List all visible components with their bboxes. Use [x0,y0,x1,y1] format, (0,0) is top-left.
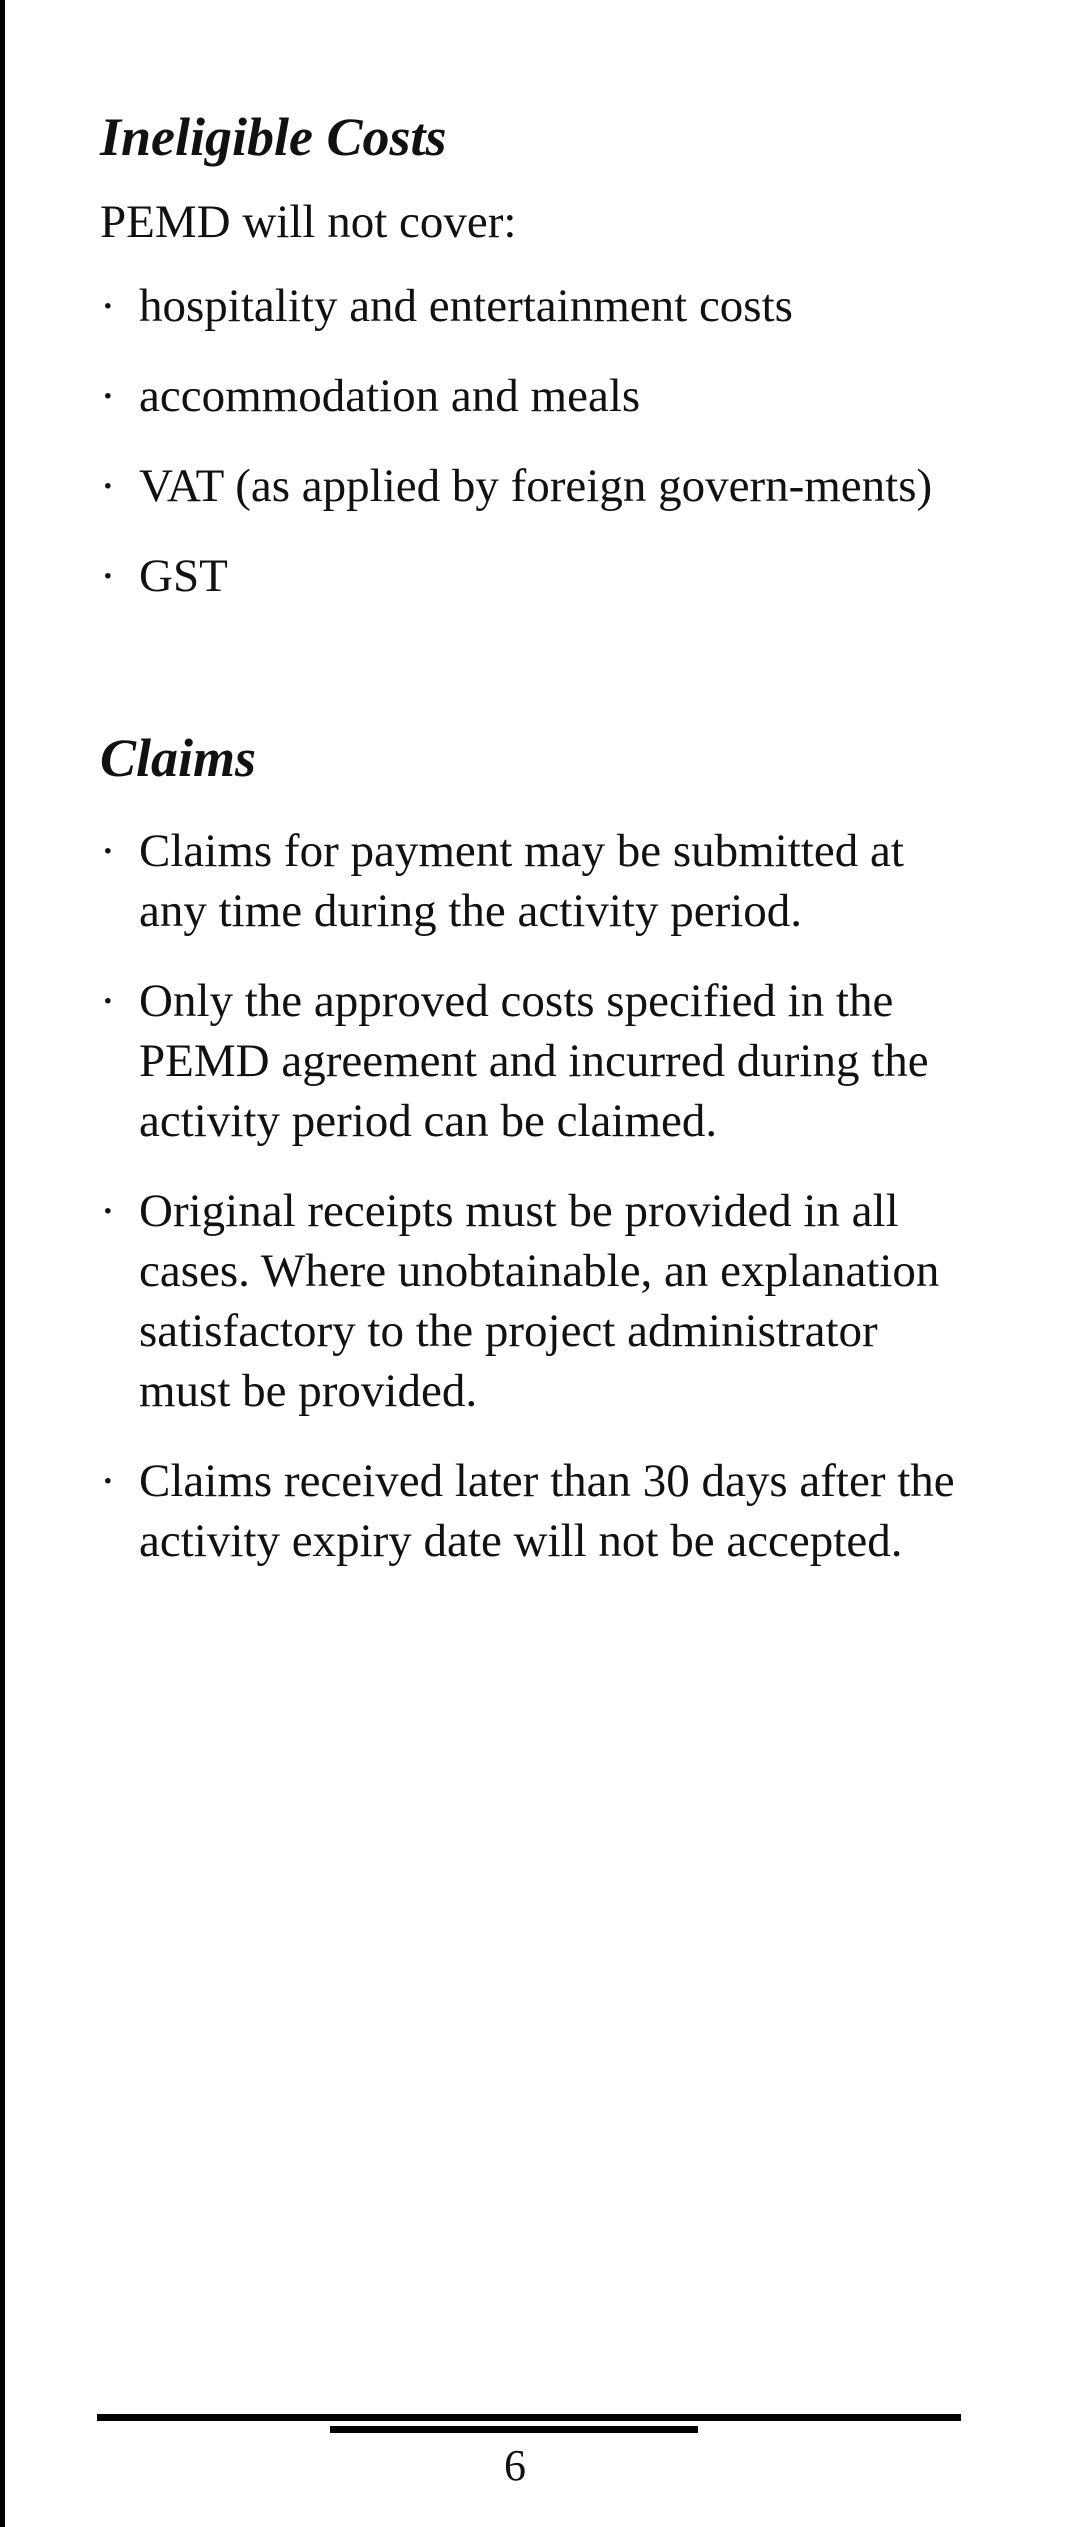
bullet-icon: · [100,1184,116,1237]
list-item [100,366,980,426]
ineligible-costs-section [100,105,980,606]
list-item-text: Only the approved costs specified in the PEMD agreement and incurred during the activity period can be claimed. [139,974,929,1147]
list-item-text: accommodation and meals [139,369,641,422]
bullet-icon: · [100,369,116,422]
list-item-text: Claims received later than 30 days after the activity expiry date will not be accepted. [139,1454,955,1567]
list-item [100,1451,980,1571]
footer-rule-short [330,2426,698,2433]
bullet-icon: · [100,974,116,1027]
section-spacer [100,636,980,726]
list-item [100,1181,980,1421]
page-left-edge [0,0,5,2527]
bullet-icon: · [100,549,116,602]
list-item [100,276,980,336]
bullet-icon: · [100,279,116,332]
ineligible-costs-heading: Ineligible Costs [100,107,447,167]
claims-list [100,821,980,1571]
page-number: 6 [504,2441,526,2490]
list-item [100,971,980,1151]
bullet-icon: · [100,824,116,877]
bullet-icon: · [100,459,116,512]
list-item [100,821,980,941]
list-item-text: hospitality and entertainment costs [139,279,793,332]
list-item-text: Claims for payment may be submitted at any time during the activity period. [139,824,904,937]
page-content [100,105,980,1601]
bullet-icon: · [100,1454,116,1507]
ineligible-costs-intro: PEMD will not cover: [100,195,517,248]
list-item-text: VAT (as applied by foreign govern-ments) [139,459,933,512]
ineligible-costs-list [100,276,980,606]
footer-rule [97,2414,961,2421]
list-item [100,456,980,516]
claims-section [100,726,980,1571]
list-item [100,546,980,606]
list-item-text: Original receipts must be provided in all cases. Where unobtainable, an explanation satisfactory to the project administrator must be provided. [139,1184,940,1417]
claims-heading: Claims [100,727,257,788]
list-item-text: GST [139,549,228,602]
